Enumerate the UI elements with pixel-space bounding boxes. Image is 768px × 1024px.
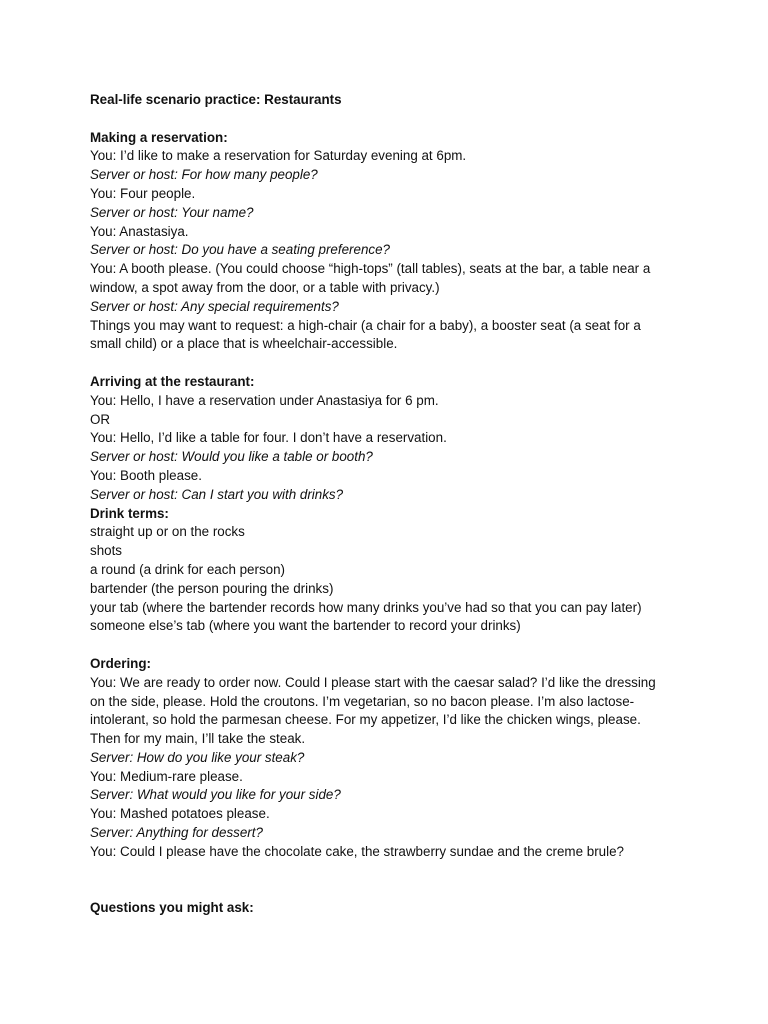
text-line: Server or host: Can I start you with drinks? (90, 486, 344, 502)
text-line: Then for my main, I’ll take the steak. (90, 731, 306, 747)
text-line: intolerant, so hold the parmesan cheese. For my appetizer, I’d like the chicken wings, please. (90, 712, 641, 728)
text-line: a round (a drink for each person) (90, 561, 286, 577)
document-page (90, 91, 690, 918)
text-line: window, a spot away from the door, or a table with privacy.) (90, 279, 440, 295)
text-line: You: Anastasiya. (90, 223, 189, 239)
text-line: shots (90, 543, 123, 559)
text-line: someone else’s tab (where you want the bartender to record your drinks) (90, 618, 521, 634)
arriving-dialogue (90, 392, 690, 636)
section-heading-ordering: Ordering: (90, 655, 152, 671)
section-heading-questions: Questions you might ask: (90, 900, 254, 916)
section-heading-reservation: Making a reservation: (90, 129, 228, 145)
text-line: Server or host: Any special requirements? (90, 298, 339, 314)
text-line: You: Mashed potatoes please. (90, 806, 270, 822)
document-title: Real-life scenario practice: Restaurants (90, 92, 342, 107)
section-heading-arriving: Arriving at the restaurant: (90, 373, 255, 389)
text-line: Server: Anything for dessert? (90, 825, 263, 841)
text-line: Server or host: Your name? (90, 204, 254, 220)
text-line: You: Medium-rare please. (90, 768, 243, 784)
text-line: You: We are ready to order now. Could I please start with the caesar salad? I’d like the dressing (90, 674, 656, 690)
text-line: Server: How do you like your steak? (90, 749, 305, 765)
text-line: You: A booth please. (You could choose “high-tops” (tall tables), seats at the bar, a table near a (90, 261, 651, 277)
text-line: bartender (the person pouring the drinks) (90, 580, 334, 596)
subheading: Drink terms: (90, 505, 169, 521)
spacer (90, 862, 690, 900)
text-line: Server or host: For how many people? (90, 167, 318, 183)
text-line: OR (90, 411, 111, 427)
text-line: You: Booth please. (90, 467, 202, 483)
text-line: Server: What would you like for your side? (90, 787, 341, 803)
spacer (90, 636, 690, 655)
text-line: on the side, please. Hold the croutons. I’m vegetarian, so no bacon please. I’m also lactose- (90, 693, 635, 709)
text-line: You: Could I please have the chocolate cake, the strawberry sundae and the creme brule? (90, 843, 624, 859)
reservation-dialogue (90, 147, 690, 354)
text-line: Server or host: Would you like a table or booth? (90, 449, 373, 465)
text-line: You: I’d like to make a reservation for Saturday evening at 6pm. (90, 148, 467, 164)
spacer (90, 354, 690, 373)
text-line: You: Hello, I have a reservation under Anastasiya for 6 pm. (90, 392, 439, 408)
text-line: small child) or a place that is wheelchair-accessible. (90, 336, 398, 352)
text-line: straight up or on the rocks (90, 524, 245, 540)
text-line: Server or host: Do you have a seating preference? (90, 242, 390, 258)
text-line: Things you may want to request: a high-chair (a chair for a baby), a booster seat (a seat for a (90, 317, 641, 333)
text-line: You: Hello, I’d like a table for four. I don’t have a reservation. (90, 430, 447, 446)
ordering-dialogue (90, 674, 690, 862)
text-line: You: Four people. (90, 185, 196, 201)
text-line: your tab (where the bartender records how many drinks you’ve had so that you can pay later) (90, 599, 642, 615)
